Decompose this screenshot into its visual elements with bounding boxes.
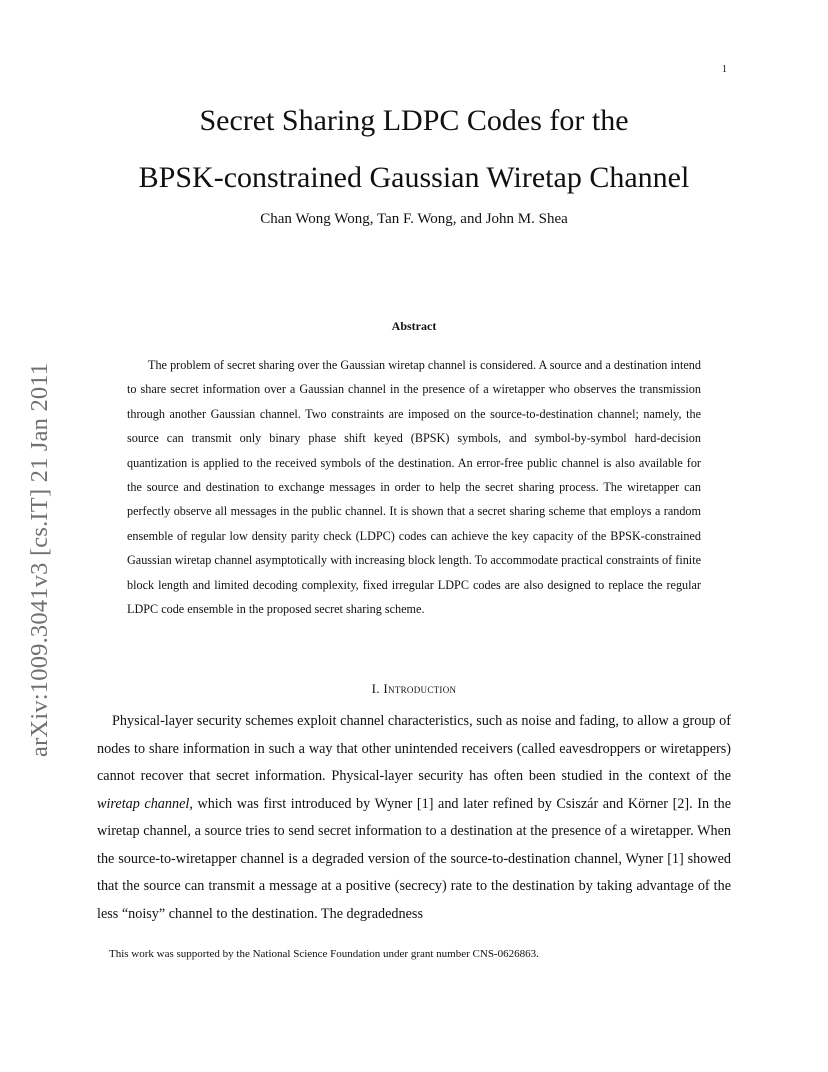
paper-title <box>0 92 828 206</box>
abstract-text: The problem of secret sharing over the Gaussian wiretap channel is considered. A source and a destination intend to share secret information over a Gaussian channel in the presence of a wiretapper who observes the transmission through another Gaussian channel. Two constraints are imposed on the source-to-destination channel; namely, the source can transmit only binary phase shift keyed (BPSK) symbols, and symbol-by-symbol hard-decision quantization is applied to the received symbols of the destination. An error-free public channel is also available for the source and destination to exchange messages in order to help the secret sharing process. The wiretapper can perfectly observe all messages in the public channel. It is shown that a secret sharing scheme that employs a random ensemble of regular low density parity check (LDPC) codes can achieve the key capacity of the BPSK-constrained Gaussian wiretap channel asymptotically with increasing block length. To accommodate practical constraints of finite block length and limited decoding complexity, fixed irregular LDPC codes are also designed to replace the regular LDPC code ensemble in the proposed secret sharing scheme. <box>127 358 701 617</box>
page-number: 1 <box>722 64 727 75</box>
section-number: I. <box>371 681 380 696</box>
introduction-paragraph <box>97 708 731 928</box>
section-title: Introduction <box>383 681 457 696</box>
intro-text-part-1: Physical-layer security schemes exploit channel characteristics, such as noise and fading, to allow a group of nodes to share information in such a way that other unintended receivers (called eavesdroppers or wiretappers) cannot recover that secret information. Physical-layer security has often been studied in the context of the <box>97 713 731 784</box>
section-heading-introduction <box>0 680 828 698</box>
paper-title-line-1: Secret Sharing LDPC Codes for the <box>199 104 629 137</box>
arxiv-identifier-stamp: arXiv:1009.3041v3 [cs.IT] 21 Jan 2011 <box>26 362 53 757</box>
paper-title-line-2: BPSK-constrained Gaussian Wiretap Channel <box>138 161 690 194</box>
funding-footnote: This work was supported by the National Science Foundation under grant number CNS-0626863. <box>109 948 539 960</box>
intro-emphasis-wiretap-channel: wiretap channel <box>97 795 190 812</box>
author-list: Chan Wong Wong, Tan F. Wong, and John M. Shea <box>260 211 568 227</box>
intro-text-part-2: , which was first introduced by Wyner [1] and later refined by Csiszár and Körner [2]. In the wiretap channel, a source tries to send secret information to a destination at the presence of a wiretapper. When the source-to-wiretapper channel is a degraded version of the source-to-destination channel, Wyner [1] showed that the source can transmit a message at a positive (secrecy) rate to the destination by taking advantage of the less “noisy” channel to the destination. The degradedness <box>97 795 731 922</box>
abstract-heading: Abstract <box>391 319 437 333</box>
